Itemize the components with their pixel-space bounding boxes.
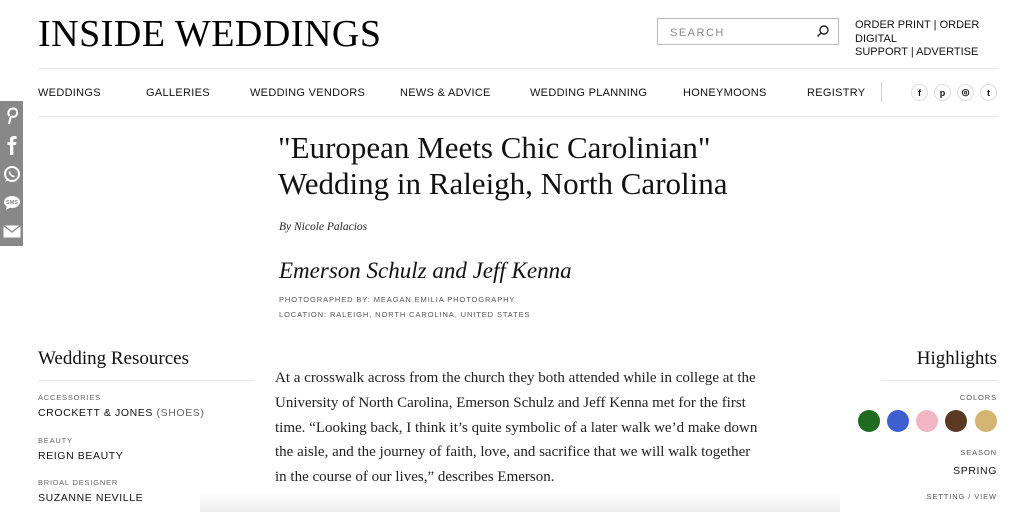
resource-category: ACCESSORIES	[38, 393, 101, 402]
nav-divider	[38, 116, 998, 117]
resources-title: Wedding Resources	[38, 348, 189, 369]
search-icon[interactable]	[816, 24, 830, 38]
resource-vendor-type: (SHOES)	[156, 407, 205, 419]
colors-label: COLORS	[959, 393, 997, 402]
share-facebook[interactable]	[0, 130, 23, 159]
share-whatsapp[interactable]	[0, 159, 23, 188]
nav-galleries[interactable]: GALLERIES	[146, 87, 210, 99]
nav-news-advice[interactable]: NEWS & ADVICE	[400, 87, 491, 99]
couple-names: Emerson Schulz and Jeff Kenna	[279, 258, 572, 283]
article-body-paragraph: At a crosswalk across from the church they both attended while in college at the University of North Carolina, Emerson Schulz and Jeff Kenna met for the first time. “Looking back, I think it’s quite symbolic of a later walk we’d make down the aisle, and the journey of faith, love, and sacrifice that we will walk together in the course of our lives,” describes Emerson.	[275, 370, 758, 486]
location-credit: LOCATION: RALEIGH, NORTH CAROLINA, UNITED STATES	[279, 310, 531, 319]
facebook-icon[interactable]: f	[911, 84, 928, 101]
nav-wedding-planning[interactable]: WEDDING PLANNING	[530, 87, 648, 99]
facebook-icon	[6, 135, 18, 155]
season-label: SEASON	[960, 448, 997, 457]
resource-category: BRIDAL DESIGNER	[38, 478, 119, 487]
season-value[interactable]: SPRING	[953, 465, 997, 477]
color-swatch-green[interactable]	[858, 410, 880, 432]
header-divider	[38, 68, 998, 69]
sms-icon	[3, 195, 21, 211]
order-print-link[interactable]: ORDER PRINT	[855, 19, 931, 31]
search-input[interactable]	[668, 19, 812, 46]
pinterest-icon	[4, 107, 20, 125]
nav-wedding-vendors[interactable]: WEDDING VENDORS	[250, 87, 366, 99]
resource-vendor-link[interactable]	[38, 492, 143, 504]
instagram-icon[interactable]: ◎	[957, 84, 974, 101]
support-link[interactable]: SUPPORT	[855, 46, 908, 58]
order-digital-link[interactable]: ORDER DIGITAL	[855, 19, 980, 45]
resource-vendor-link[interactable]	[38, 450, 123, 462]
resource-vendor-name[interactable]: CROCKETT & JONES	[38, 407, 154, 419]
share-email[interactable]	[0, 217, 23, 246]
author-byline[interactable]: By Nicole Palacios	[279, 221, 368, 233]
nav-separator	[881, 82, 882, 102]
nav-weddings[interactable]: WEDDINGS	[38, 87, 101, 99]
share-pinterest[interactable]	[0, 101, 23, 130]
share-sms[interactable]	[0, 188, 23, 217]
nav-honeymoons[interactable]: HONEYMOONS	[683, 87, 767, 99]
whatsapp-icon	[3, 165, 21, 183]
utility-links: ORDER PRINT | ORDER DIGITAL SUPPORT | ADVERTISE	[855, 19, 980, 58]
color-swatch-brown[interactable]	[945, 410, 967, 432]
resources-divider	[38, 380, 254, 381]
nav-registry[interactable]: REGISTRY	[807, 87, 866, 99]
search-box[interactable]	[657, 18, 839, 45]
photographer-credit[interactable]: PHOTOGRAPHED BY: MEAGAN EMILIA PHOTOGRAPHY	[279, 295, 516, 304]
pinterest-icon[interactable]: p	[934, 84, 951, 101]
highlights-title: Highlights	[916, 348, 997, 369]
twitter-icon[interactable]: t	[980, 84, 997, 101]
article-title-line2: Wedding in Raleigh, North Carolina	[278, 166, 728, 201]
site-logo[interactable]: INSIDE WEDDINGS	[38, 13, 382, 55]
color-swatch-gold[interactable]	[975, 410, 997, 432]
resource-vendor-link[interactable]	[38, 407, 205, 419]
article-title-line1: "European Meets Chic Carolinian"	[278, 130, 711, 165]
resource-vendor-name[interactable]: SUZANNE NEVILLE	[38, 492, 144, 504]
email-icon	[3, 225, 21, 238]
resource-vendor-name[interactable]: REIGN BEAUTY	[38, 450, 124, 462]
advertise-link[interactable]: ADVERTISE	[916, 46, 979, 58]
color-swatch-blue[interactable]	[887, 410, 909, 432]
setting-label: SETTING / VIEW	[926, 492, 997, 501]
color-swatch-pink[interactable]	[916, 410, 938, 432]
article-title	[278, 130, 798, 202]
highlights-divider	[881, 380, 997, 381]
resource-category: BEAUTY	[38, 436, 73, 445]
svg-text:SMS: SMS	[5, 199, 18, 206]
scroll-fade-overlay	[200, 492, 840, 512]
